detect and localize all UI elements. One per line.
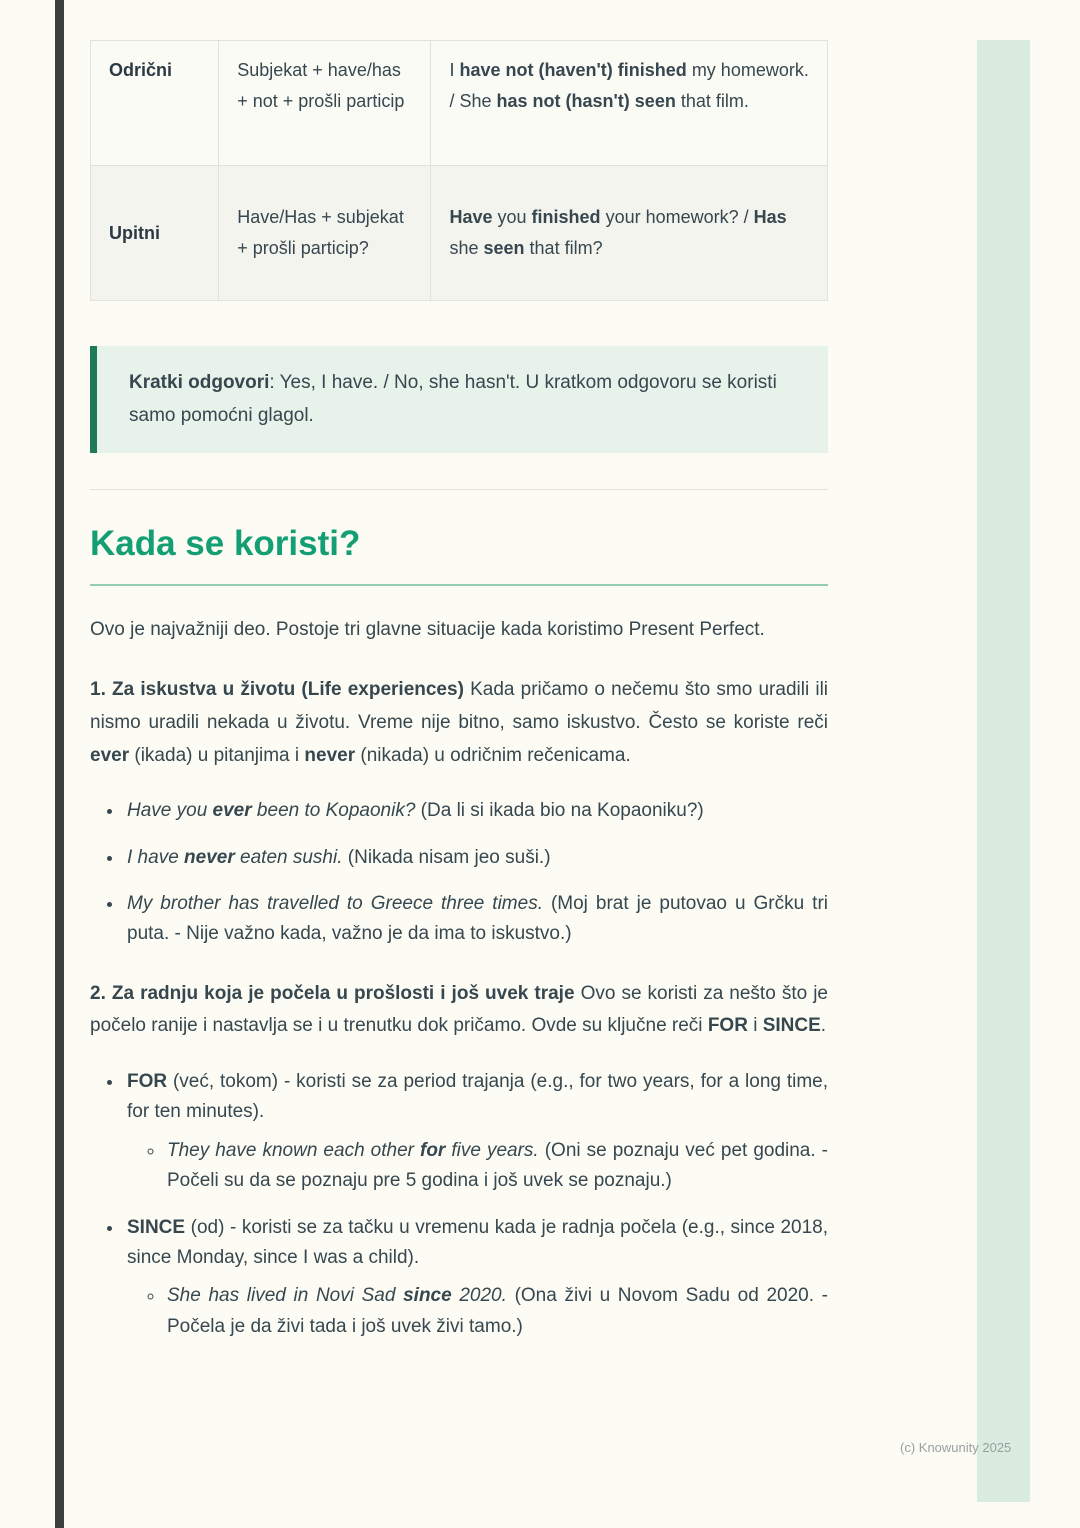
- for-item-text: FOR (već, tokom) - koristi se za period trajanja (e.g., for two years, for a long time, for ten minutes).: [127, 1071, 828, 1123]
- row-example: I have not (haven't) finished my homework. / She has not (hasn't) seen that film.: [431, 41, 828, 166]
- row-form: Subjekat + have/has + not + prošli particip: [219, 41, 431, 166]
- copyright-credit: (c) Knowunity 2025: [900, 1440, 1012, 1455]
- list-item-since: [124, 1213, 828, 1343]
- list-item: • My brother has travelled to Greece three times. (Moj brat je putovao u Grčku tri puta. - Nije važno kada, važno je da ima to iskustvo.): [124, 889, 828, 950]
- experience-examples-list: [90, 796, 828, 950]
- list-item-for: [124, 1067, 828, 1197]
- page-left-edge: [55, 0, 64, 1528]
- short-answers-callout: Kratki odgovori: Yes, I have. / No, she hasn't. U kratkom odgovoru se koristi samo pomoćni glagol.: [90, 346, 828, 453]
- duration-paragraph: 2. Za radnju koja je počela u prošlosti i još uvek traje Ovo se koristi za nešto što je počelo ranije i nastavlja se i u trenutku dok pričamo. Ovde su ključne reči FOR i SINCE.: [90, 982, 828, 1037]
- since-sublist: [127, 1281, 828, 1342]
- list-item: • Have you ever been to Kopaonik? (Da li si ikada bio na Kopaoniku?): [124, 796, 828, 826]
- row-form: Have/Has + subjekat + prošli particip?: [219, 166, 431, 301]
- row-label: Upitni: [91, 166, 219, 301]
- list-item: ◦ They have known each other for five years. (Oni se poznaju već pet godina. - Počeli su da se poznaju pre 5 godina i još uvek se poznaju.): [165, 1136, 828, 1197]
- list-item: • I have never eaten sushi. (Nikada nisam jeo suši.): [124, 843, 828, 873]
- intro-paragraph: Ovo je najvažniji deo. Postoje tri glavne situacije kada koristimo Present Perfect.: [90, 618, 765, 640]
- since-item-text: SINCE (od) - koristi se za tačku u vremenu kada je radnja počela (e.g., since 2018, since Monday, since I was a child).: [127, 1216, 828, 1269]
- for-sublist: [127, 1136, 828, 1197]
- table-row-odricni: [91, 41, 828, 166]
- table-row-upitni: [91, 166, 828, 301]
- section-heading: Kada se koristi?: [90, 524, 828, 586]
- page-right-margin-strip: [977, 40, 1030, 1502]
- document-content: [90, 40, 828, 1358]
- row-label: Odrični: [91, 41, 219, 166]
- list-item: ◦ She has lived in Novi Sad since 2020. (Ona živi u Novom Sadu od 2020. - Počela je da živi tada i još uvek živi tamo.): [165, 1281, 828, 1342]
- row-example: Have you finished your homework? / Has she seen that film?: [431, 166, 828, 301]
- grammar-forms-table: [90, 40, 828, 301]
- experiences-paragraph: 1. Za iskustva u životu (Life experiences) Kada pričamo o nečemu što smo uradili ili nismo uradili nekada u životu. Vreme nije bitno, samo iskustvo. Često se koriste reči ever (ikada) u pitanjima i never (nikada) u odričnim rečenicama.: [90, 679, 829, 766]
- section-divider: [90, 489, 828, 490]
- for-since-list: [90, 1067, 828, 1342]
